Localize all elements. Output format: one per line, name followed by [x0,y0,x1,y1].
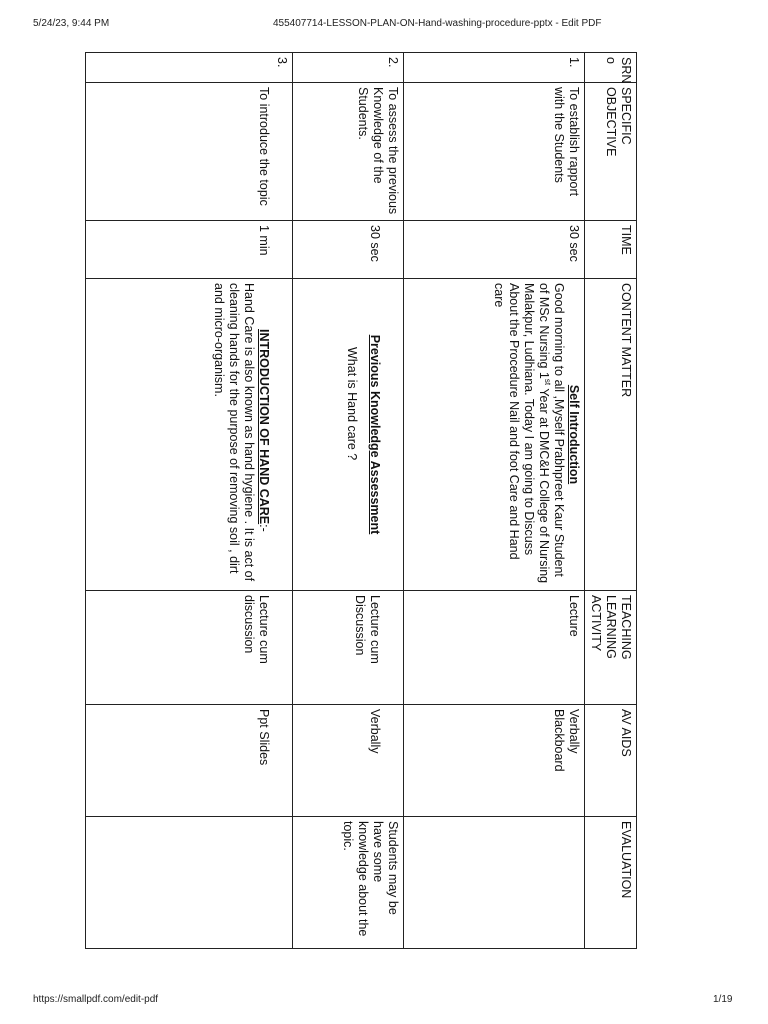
row2-activity: Lecture cum Discussion [293,591,404,705]
row1-content [404,279,585,591]
row1-time: 30 sec [404,221,585,279]
row2-av-aids: Verbally [293,705,404,817]
row1-av-aids: Verbally Blackboard [404,705,585,817]
row3-content-heading: INTRODUCTION OF HAND CARE [257,329,271,525]
row2-content [293,279,404,591]
row2-objective: To assess the previous Knowledge of the Students. [293,83,404,221]
row3-objective: To introduce the topic [86,83,293,221]
header-activity: TEACHING LEARNING ACTIVITY [585,591,637,705]
table-header-row [585,53,637,949]
print-datetime: 5/24/23, 9:44 PM [33,18,110,29]
print-url: https://smallpdf.com/edit-pdf [33,994,159,1005]
row3-evaluation [86,817,293,949]
table-row [404,53,585,949]
header-av-aids: AV AIDS [585,705,637,817]
row3-content-body: Hand Care is also known as hand hygiene . It is act of cleaning hands for the purpose of removing soil , dirt and micro-organism. [212,283,256,582]
row1-content-heading: Self Introduction [567,384,581,485]
table-row [86,53,293,949]
row1-content-body: Good morning to all ,Myself Prabhpreet Kaur Student of MSc Nursing 1st Year at DMC&H College of Nursing Malakpur, Ludhiana. Today I am going to Discuss About the Procedure Nail and foot Care and Hand care [492,283,566,584]
header-evaluation: EVALUATION [585,817,637,949]
header-content: CONTENT MATTER [585,279,637,591]
header-objective: SPECIFIC OBJECTIVE [585,83,637,221]
table-row [293,53,404,949]
rotated-lesson-plan-page [103,52,637,948]
row2-srno: 2. [293,53,404,83]
row3-time: 1 min [86,221,293,279]
print-document-title: 455407714-LESSON-PLAN-ON-Hand-washing-procedure-pptx - Edit PDF [273,18,602,29]
row1-evaluation [404,817,585,949]
lesson-plan-table [85,52,637,949]
row2-time: 30 sec [293,221,404,279]
row1-srno: 1. [404,53,585,83]
row3-activity: Lecture cum discussion [86,591,293,705]
row2-content-heading: Previous Knowledge Assessment [368,334,382,535]
header-time: TIME [585,221,637,279]
row1-activity: Lecture [404,591,585,705]
row2-content-body: What is Hand care ? [345,347,359,461]
row3-content: INTRODUCTION OF HAND CARE:- Hand Care is also known as hand hygiene . It is act of cleaning hands for the purpose of removing soil , dirt and micro-organism. [86,279,293,591]
row1-objective: To establish rapport with the Students [404,83,585,221]
row3-srno: 3. [86,53,293,83]
print-page-indicator: 1/19 [713,994,733,1005]
header-srno: SRN o [585,53,637,83]
row3-av-aids: Ppt Slides [86,705,293,817]
row2-evaluation: Students may be have some knowledge about the topic. [293,817,404,949]
